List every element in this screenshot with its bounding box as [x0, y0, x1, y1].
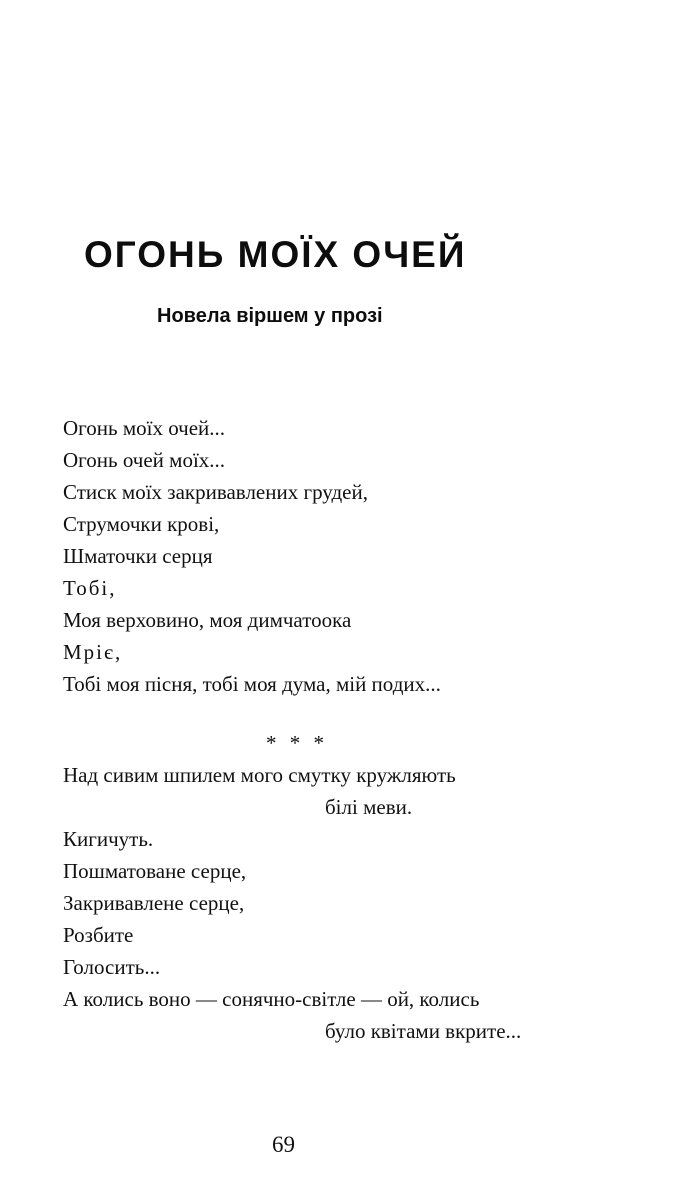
poem-line: Розбите	[63, 923, 134, 947]
poem-line: Моя верховино, моя димчатоока	[63, 608, 352, 632]
page-number: 69	[272, 1132, 295, 1157]
poem-line: Закривавлене серце,	[63, 891, 245, 915]
poem-title: ОГОНЬ МОЇХ ОЧЕЙ	[84, 234, 467, 275]
poem-line-continuation: білі меви.	[325, 795, 413, 819]
poem-line-continuation: було квітами вкрите...	[325, 1019, 522, 1043]
poem-line: Пошматоване серце,	[63, 859, 247, 883]
section-separator: * * *	[266, 731, 328, 755]
poem-line: Мріє,	[63, 640, 123, 664]
poem-subtitle: Новела віршем у прозі	[157, 305, 383, 327]
poem-line: Над сивим шпилем мого смутку кружляють	[63, 763, 456, 787]
poem-line: Голосить...	[63, 955, 161, 979]
poem-line: А колись воно — сонячно-світле — ой, колись	[63, 987, 480, 1011]
poem-line: Струмочки крові,	[63, 512, 220, 536]
poem-line: Тобі моя пісня, тобі моя дума, мій подих...	[63, 672, 441, 696]
poem-line: Шматочки серця	[63, 544, 213, 568]
poem-line: Стиск моїх закривавлених грудей,	[63, 480, 368, 504]
poem-line: Огонь очей моїх...	[63, 448, 226, 472]
poem-line: Огонь моїх очей...	[63, 416, 226, 440]
poem-line: Тобі,	[63, 576, 117, 600]
poem-line: Кигичуть.	[63, 827, 154, 851]
